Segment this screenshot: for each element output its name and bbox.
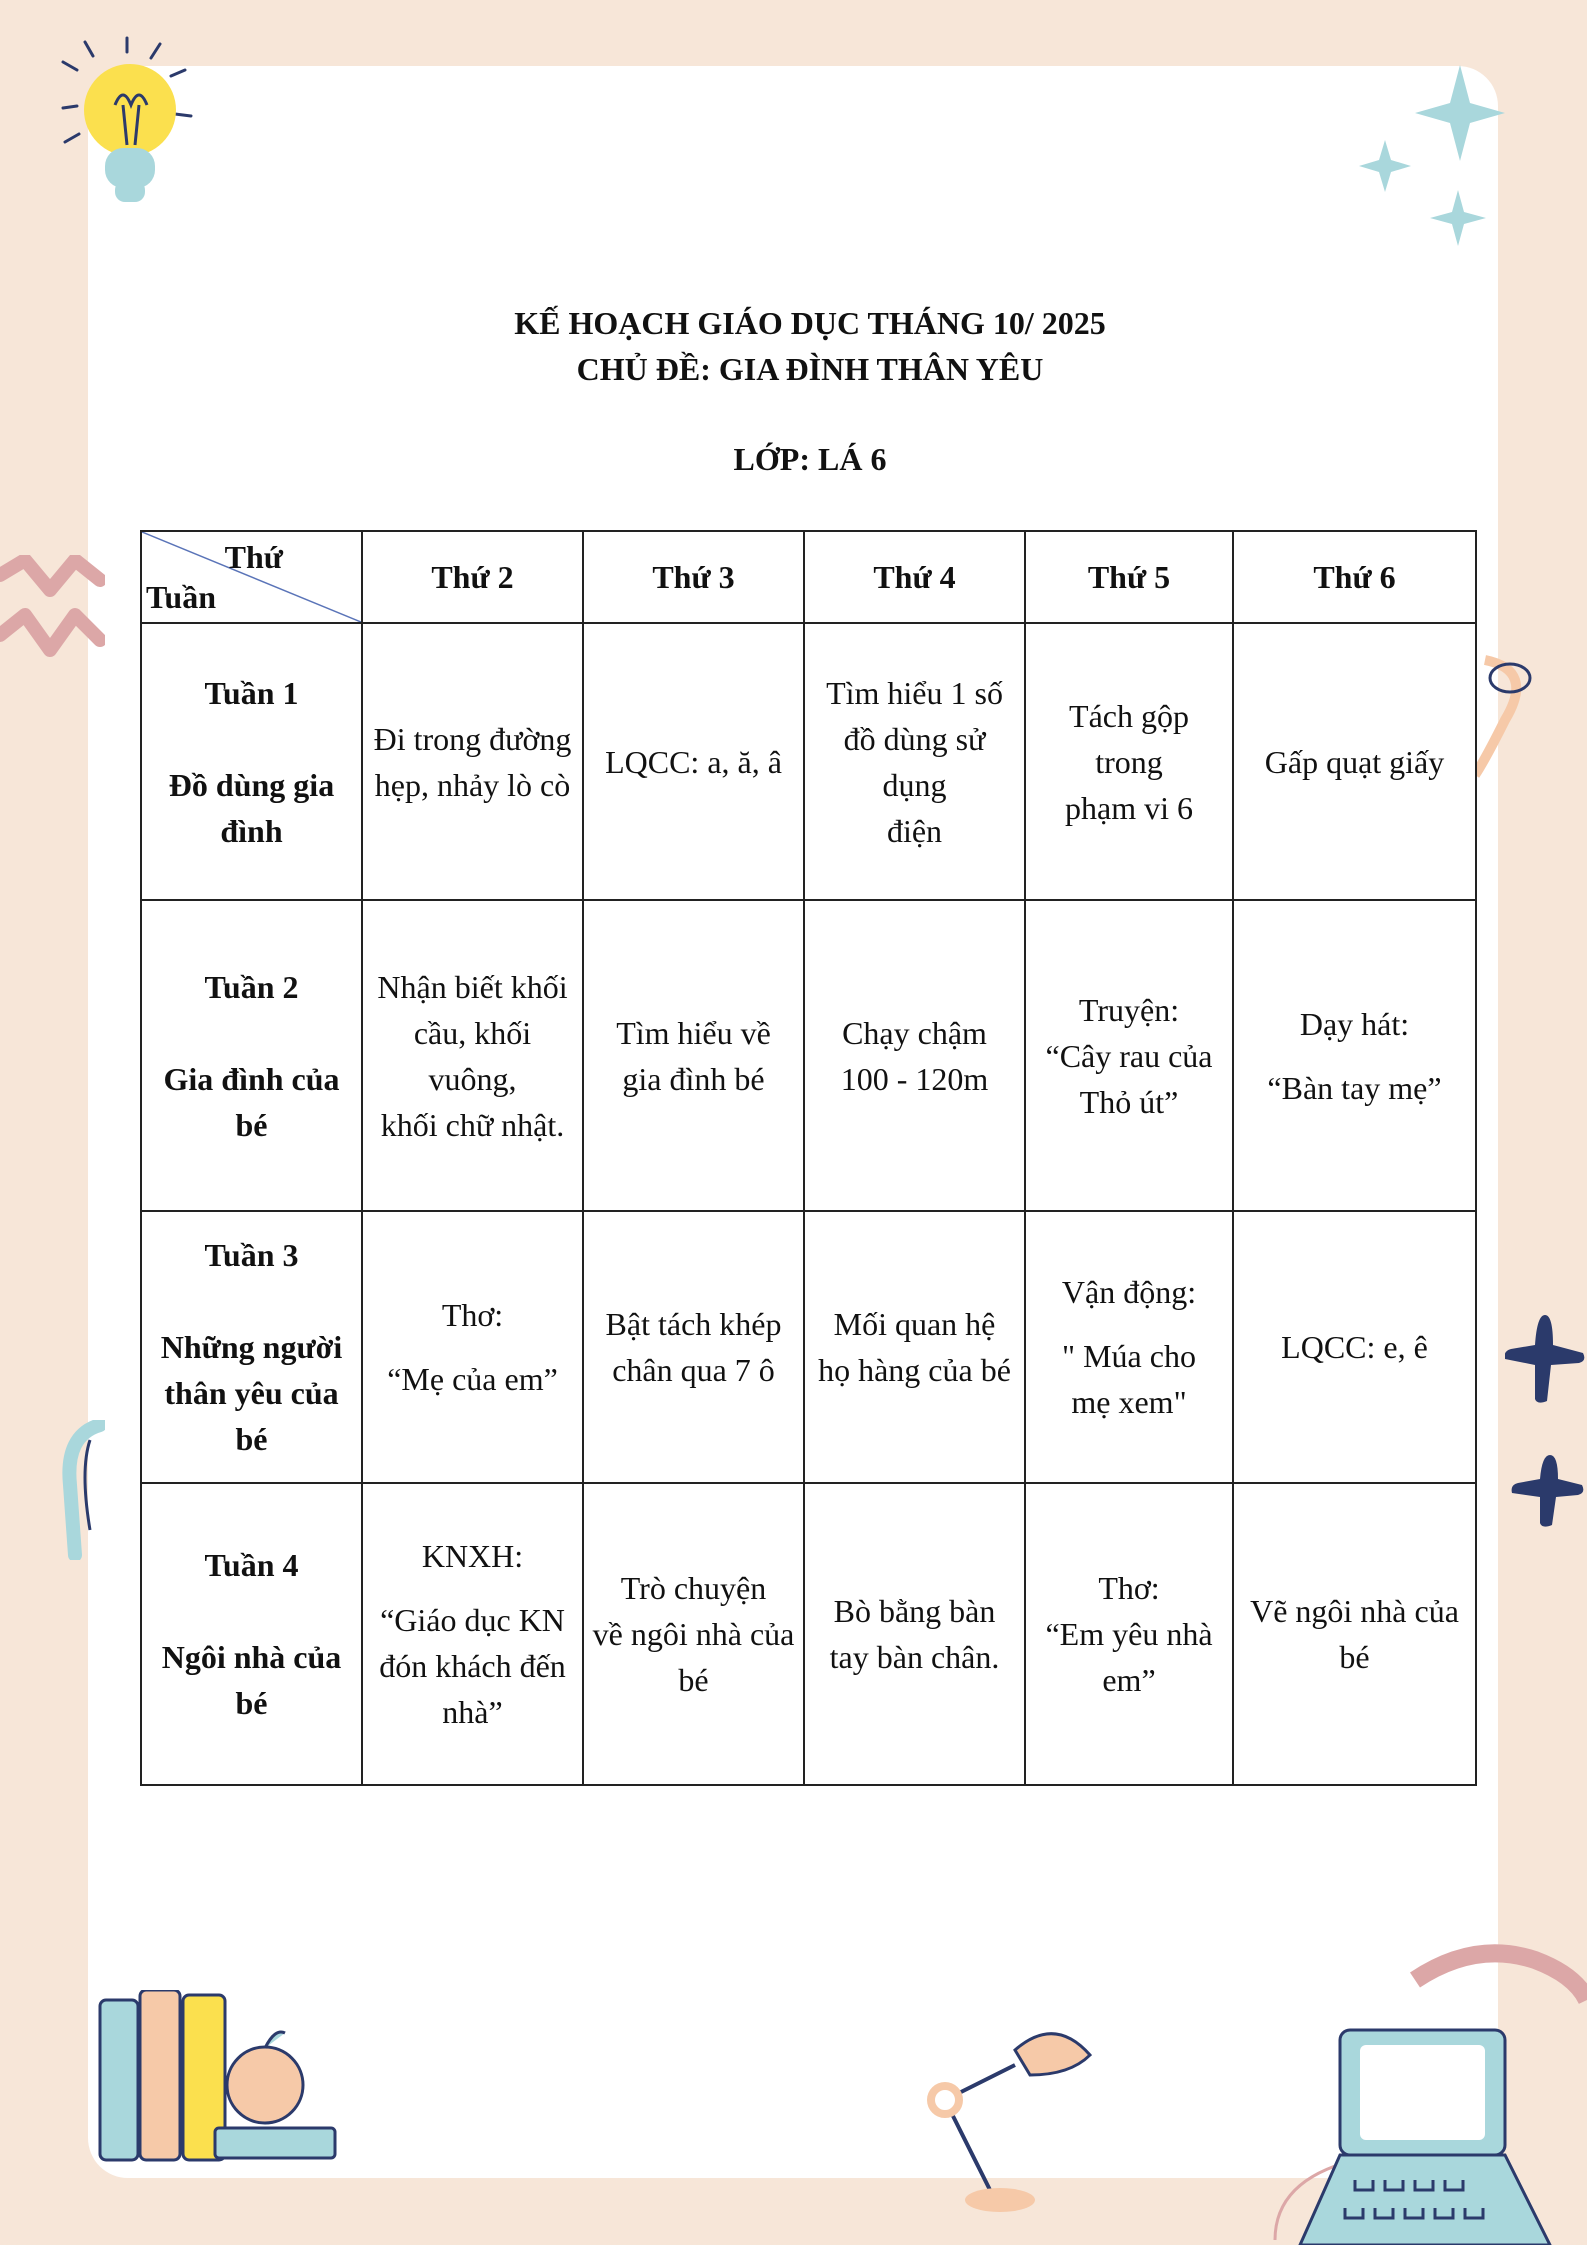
schedule-body — [141, 623, 1476, 1785]
activity-cell — [1233, 900, 1476, 1211]
activity-line: chân qua 7 ô — [612, 1352, 775, 1388]
activity-line: cầu, khối — [413, 1014, 532, 1051]
activity-cell — [583, 1211, 804, 1483]
week-cell — [141, 1211, 362, 1483]
activity-line: Vẽ ngôi nhà của — [1250, 1593, 1459, 1629]
activity-cell — [804, 623, 1025, 900]
document-theme: CHỦ ĐỀ: GIA ĐÌNH THÂN YÊU — [576, 351, 1044, 387]
sparkle-icon — [1350, 60, 1510, 260]
activity-cell — [362, 623, 583, 900]
corner-cell — [141, 531, 362, 623]
activity-cell — [1025, 623, 1233, 900]
activity-cell — [1233, 1211, 1476, 1483]
activity-line: KNXH: — [421, 1538, 524, 1574]
activity-line: đồ dùng sử — [843, 720, 986, 757]
activity-line: Bật tách khép — [605, 1306, 782, 1342]
week-topic-line: thân yêu của — [164, 1375, 339, 1411]
hook-icon — [60, 1420, 105, 1560]
activity-line: “Bàn tay mẹ” — [1267, 1069, 1442, 1106]
schedule-table — [140, 530, 1477, 1786]
activity-cell — [362, 1483, 583, 1785]
corner-week-label: Tuần — [146, 579, 216, 615]
activity-line: đón khách đến — [379, 1648, 566, 1684]
activity-line: về ngôi nhà của — [592, 1616, 795, 1652]
document-header — [0, 300, 1587, 482]
activity-line: Truyện: — [1078, 991, 1180, 1028]
activity-line: tay bàn chân. — [829, 1639, 1000, 1675]
week-row — [141, 1483, 1476, 1785]
day-header: Thứ 3 — [583, 531, 804, 623]
activity-line: em” — [1102, 1662, 1156, 1698]
plus-icon — [1505, 1305, 1587, 1565]
week-topic-line: Đồ dùng gia — [168, 766, 335, 803]
zigzag-icon — [0, 555, 105, 685]
activity-line: mẹ xem" — [1071, 1384, 1187, 1420]
activity-line: Trò chuyện — [620, 1570, 767, 1606]
day-header: Thứ 5 — [1025, 531, 1233, 623]
corner-day-label: Thứ — [224, 539, 283, 575]
day-header: Thứ 4 — [804, 531, 1025, 623]
document-title: KẾ HOẠCH GIÁO DỤC THÁNG 10/ 2025 — [514, 305, 1106, 341]
week-topic-line: bé — [235, 1106, 268, 1143]
activity-line: LQCC: a, ă, â — [605, 743, 782, 780]
header-row — [141, 531, 1476, 623]
activity-line: nhà” — [442, 1694, 503, 1730]
activity-cell — [1025, 1211, 1233, 1483]
activity-cell — [362, 1211, 583, 1483]
week-label: Tuần 2 — [204, 968, 299, 1005]
activity-line: điện — [886, 812, 943, 849]
day-header: Thứ 6 — [1233, 531, 1476, 623]
activity-line: vuông, — [428, 1060, 517, 1097]
week-row — [141, 1211, 1476, 1483]
activity-line: Tìm hiểu 1 số — [826, 674, 1003, 711]
activity-cell — [804, 1483, 1025, 1785]
activity-line: “Mẹ của em” — [387, 1361, 558, 1397]
books-icon — [95, 1990, 345, 2165]
activity-line: bé — [678, 1662, 709, 1698]
activity-line: Bò bằng bàn — [833, 1593, 996, 1629]
activity-cell — [1025, 900, 1233, 1211]
week-label: Tuần 4 — [204, 1547, 299, 1583]
activity-line: Thỏ út” — [1079, 1083, 1179, 1120]
activity-line: bé — [1339, 1639, 1370, 1675]
activity-line: Tách gộp — [1069, 697, 1189, 734]
week-label: Tuần 3 — [204, 1237, 299, 1273]
activity-line: Tìm hiểu về — [616, 1014, 771, 1051]
activity-line: Vận động: — [1061, 1274, 1197, 1310]
activity-cell — [804, 900, 1025, 1211]
activity-line: gia đình bé — [622, 1060, 765, 1097]
activity-cell — [583, 900, 804, 1211]
document-class: LỚP: LÁ 6 — [733, 441, 887, 477]
activity-line: Nhận biết khối — [377, 968, 568, 1005]
activity-cell — [1233, 1483, 1476, 1785]
activity-line: trong — [1095, 743, 1163, 780]
activity-line: Thơ: — [1098, 1570, 1160, 1606]
activity-cell — [1233, 623, 1476, 900]
activity-line: “Giáo dục KN — [380, 1602, 565, 1638]
desk-lamp-icon — [905, 2020, 1095, 2215]
week-topic-line: Gia đình của — [163, 1060, 340, 1097]
week-cell — [141, 900, 362, 1211]
week-topic-line: bé — [235, 1685, 268, 1721]
week-topic-line: đình — [220, 812, 283, 849]
activity-line: LQCC: e, ê — [1281, 1329, 1428, 1365]
activity-line: " Múa cho — [1062, 1338, 1196, 1374]
day-header: Thứ 2 — [362, 531, 583, 623]
activity-line: dụng — [882, 766, 947, 803]
activity-line: “Em yêu nhà — [1045, 1616, 1213, 1652]
activity-cell — [804, 1211, 1025, 1483]
loop-icon — [1475, 650, 1545, 780]
week-label: Tuần 1 — [204, 674, 299, 711]
week-cell — [141, 1483, 362, 1785]
activity-line: họ hàng của bé — [818, 1352, 1011, 1388]
week-row — [141, 623, 1476, 900]
activity-line: Đi trong đường — [373, 720, 572, 757]
activity-line: Mối quan hệ — [833, 1306, 996, 1342]
activity-cell — [1025, 1483, 1233, 1785]
activity-line: 100 - 120m — [840, 1060, 989, 1097]
activity-line: hẹp, nhảy lò cò — [374, 766, 571, 803]
activity-line: phạm vi 6 — [1065, 789, 1193, 826]
week-topic-line: Những người — [160, 1329, 343, 1365]
activity-line: Gấp quạt giấy — [1264, 743, 1445, 780]
activity-line: Thơ: — [441, 1297, 504, 1333]
activity-line: “Cây rau của — [1045, 1037, 1213, 1074]
laptop-icon — [1255, 1940, 1587, 2245]
lightbulb-icon — [55, 30, 215, 220]
activity-line: Dạy hát: — [1299, 1005, 1410, 1042]
activity-line: khối chữ nhật. — [380, 1106, 565, 1143]
week-topic-line: Ngôi nhà của — [161, 1639, 342, 1675]
week-cell — [141, 623, 362, 900]
activity-cell — [583, 623, 804, 900]
activity-line: Chạy chậm — [842, 1014, 987, 1051]
activity-cell — [583, 1483, 804, 1785]
week-row — [141, 900, 1476, 1211]
activity-cell — [362, 900, 583, 1211]
week-topic-line: bé — [235, 1421, 268, 1457]
